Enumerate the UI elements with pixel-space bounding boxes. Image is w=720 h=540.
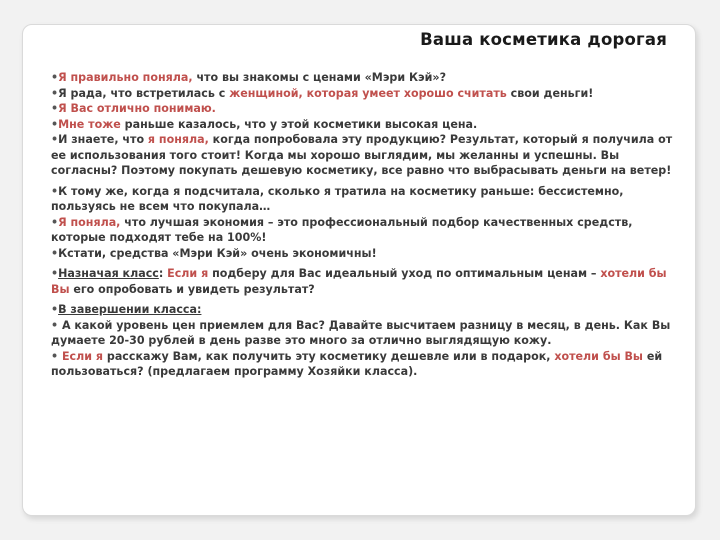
bullet-marker: • xyxy=(51,267,59,280)
highlighted-text: Я поняла, xyxy=(58,215,121,229)
bullet-paragraph-p10 xyxy=(51,302,679,318)
highlighted-text: Я правильно поняла, xyxy=(58,71,193,84)
bullet-marker: • xyxy=(51,318,59,332)
highlighted-text: Если я xyxy=(167,267,209,280)
bullet-paragraph-p11 xyxy=(51,318,679,349)
paragraph-text: Кстати, средства «Мэри Кэй» очень экономичны! xyxy=(58,246,377,260)
bullet-paragraph-p5 xyxy=(51,132,679,179)
slide-title: Ваша косметика дорогая xyxy=(420,30,667,49)
bullet-marker: • xyxy=(51,246,59,260)
underlined-heading-text: Назначая класс xyxy=(58,267,159,280)
paragraph-text: ей пользоваться? (предлагаем программу Хозяйки класса). xyxy=(51,349,663,378)
bullet-paragraph-p7 xyxy=(51,215,679,246)
bullet-marker: • xyxy=(51,215,59,229)
paragraph-text: : xyxy=(158,267,168,280)
bullet-marker: • xyxy=(51,117,59,131)
bullet-paragraph-p9 xyxy=(51,266,679,297)
bullet-paragraph-p1 xyxy=(51,70,679,86)
paragraph-text: расскажу Вам, как получить эту косметику дешевле или в подарок, xyxy=(103,349,555,363)
paragraph-text: что вы знакомы с ценами «Мэри Кэй»? xyxy=(192,71,447,84)
bullet-marker: • xyxy=(51,71,59,84)
paragraph-text: что лучшая экономия – это профессиональный подбор качественных средств, которые подходят тебе на 100%! xyxy=(51,215,633,244)
bullet-marker: • xyxy=(51,102,59,115)
bullet-paragraph-p8 xyxy=(51,246,679,262)
highlighted-text: Мне тоже xyxy=(58,117,121,131)
bullet-marker: • xyxy=(51,349,59,363)
highlighted-text: Я Вас отлично понимаю. xyxy=(58,102,216,115)
bullet-marker: • xyxy=(51,133,59,146)
bullet-marker: • xyxy=(51,303,59,316)
paragraph-text: раньше казалось, что у этой косметики высокая цена. xyxy=(120,117,478,131)
highlighted-text: я поняла, xyxy=(147,133,209,146)
highlighted-text: хотели бы Вы xyxy=(51,267,667,296)
paragraph-text: К тому же, когда я подсчитала, сколько я тратила на косметику раньше: бессистемно, пользуясь не всем что покупала… xyxy=(51,184,624,213)
highlighted-text: женщиной, которая умеет хорошо считать xyxy=(229,86,507,100)
slide-panel xyxy=(22,24,696,516)
bullet-paragraph-p12 xyxy=(51,349,679,380)
paragraph-text: И знаете, что xyxy=(58,133,148,146)
paragraph-text: А какой уровень цен приемлем для Вас? Давайте высчитаем разницу в месяц, в день. Как Вы думаете 20-30 рублей в день разве это много за отлично выглядящую кожу. xyxy=(51,318,671,347)
paragraph-text: Я рада, что встретилась с xyxy=(58,86,230,100)
highlighted-text: хотели бы Вы xyxy=(554,349,643,363)
paragraph-text: свои деньги! xyxy=(506,86,594,100)
paragraph-text: подберу для Вас идеальный уход по оптимальным ценам – xyxy=(208,267,601,280)
paragraph-text: когда попробовала эту продукцию? Результат, который я получила от ее использования того стоит! Когда мы хорошо выглядим, мы желанны и успешны. Вы согласны? Поэтому покупать дешевую косметику, все равно что выбрасывать деньги на ветер! xyxy=(51,133,673,177)
underlined-heading-text: В завершении класса: xyxy=(58,303,202,316)
slide-content xyxy=(51,70,679,380)
bullet-paragraph-p3 xyxy=(51,101,679,117)
bullet-paragraph-p2 xyxy=(51,86,679,102)
bullet-marker: • xyxy=(51,86,59,100)
paragraph-text: его опробовать и увидеть результат? xyxy=(69,282,315,296)
bullet-paragraph-p4 xyxy=(51,117,679,133)
highlighted-text: Если я xyxy=(61,349,104,363)
bullet-marker: • xyxy=(51,184,59,198)
bullet-paragraph-p6 xyxy=(51,184,679,215)
